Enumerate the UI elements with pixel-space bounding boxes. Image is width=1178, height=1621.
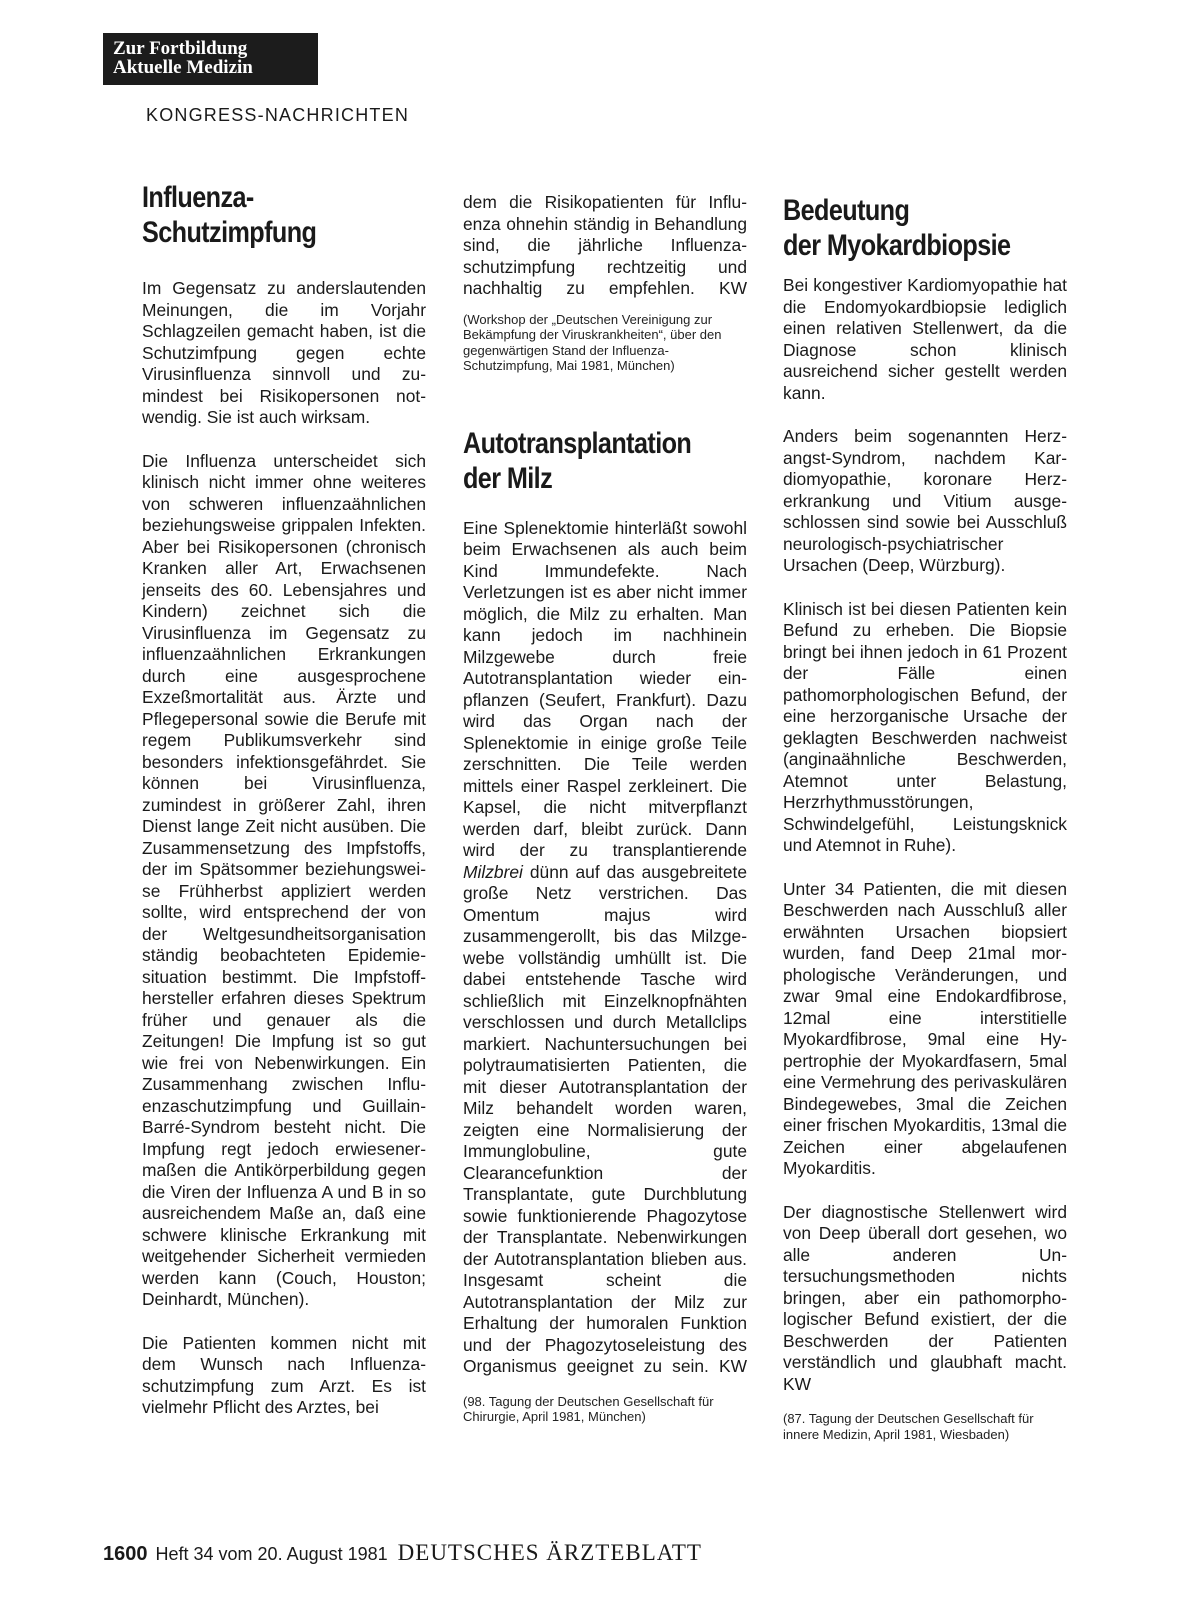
title-line: Schutzimpfung xyxy=(142,216,317,249)
title-line: Autotransplantation xyxy=(463,426,692,460)
page-number: 1600 xyxy=(103,1543,148,1565)
paragraph-text: Der diagnostische Stellenwert wird von Deep überall dort gesehen, wo alle anderen Untersuchungsmethoden nichts bringen, aber ein pathomorphologischer Befund existiert, der die Beschwerden der Patienten verständlich und glaubhaft macht. xyxy=(783,1201,1067,1372)
title-line: Influenza- xyxy=(142,181,254,214)
paragraph: Klinisch ist bei diesen Patienten kein Befund zu erheben. Die Biopsie bringt bei ihnen jedoch in 61 Prozent der Fälle einen pathomorphologischen Befund, der eine herzorganische Ursache der geklagten Beschwerden nachweist (anginaähnliche Beschwerden, Atemnot unter Belastung, Herzrhythmusstörungen, Schwindelgefühl, Leistungsknick und Atemnot in Ruhe). xyxy=(783,598,1067,855)
paragraph: Die Influenza unterscheidet sich klinisch nicht immer ohne weiteres von schweren influenzaähnlichen beziehungsweise grippalen Infekten. Aber bei Risikopersonen (chronisch Kranken aller Art, Erwachsenen jenseits des 60. Lebensjahres und Kindern) zeichnet sich die Virusinfluenza im Gegensatz zu influenzaähnlichen Erkrankungen durch eine ausgesprochene Exzeßmortalität aus. Ärzte und Pflegepersonal sowie die Berufe mit regem Publikumsverkehr sind besonders infektionsgefährdet. Sie können bei Virusinfluenza, zumindest in größerer Zahl, ihren Dienst lange Zeit nicht ausüben. Die Zusammensetzung des Impfstoffs, der im Spätsommer beziehungsweise Frühherbst appliziert werden sollte, wird entsprechend der von der Weltgesundheitsorganisation ständig beobachteten Epidemiesituation bestimmt. Die Impfstoffhersteller erfahren dieses Spektrum früher und genauer als die Zeitungen! Die Impfung ist so gut wie frei von Nebenwirkungen. Ein Zusammenhang zwischen Influenzaschutzimpfung und Guillain-Barré-Syndrom besteht nicht. Die Impfung regt jedoch erwiesenermaßen die Antikörperbildung gegen die Viren der Influenza A und B in so ausreichendem Maße an, daß eine schwere klinische Erkrankung mit weitgehender Sicherheit vermieden werden kann (Couch, Houston; Deinhardt, München). xyxy=(142,450,426,1309)
column-1 xyxy=(142,180,426,1419)
signature: KW xyxy=(718,1356,747,1376)
paragraph: Die Patienten kommen nicht mit dem Wunsch nach Influenzaschutzimpfung zum Arzt. Es ist vielmehr Pflicht des Arztes, bei xyxy=(142,1332,426,1417)
badge-line-1: Zur Fortbildung xyxy=(113,38,248,59)
source-note: (Workshop der „Deutschen Vereinigung zur Bekämpfung der Viruskrankheiten“, über den gegenwärtigen Stand der Influenza-Schutzimpfung, Mai 1981, München) xyxy=(463,311,722,373)
paragraph: Bei kongestiver Kardiomyopathie hat die Endomyokardbiopsie lediglich einen relativen Stellenwert, da die Diagnose schon klinisch ausreichend sicher gestellt werden kann. xyxy=(783,275,1067,403)
title-line: der Milz xyxy=(463,461,553,495)
paragraph-continued xyxy=(463,192,747,300)
title-line: Bedeutung xyxy=(783,194,910,227)
paragraph xyxy=(783,1202,1067,1396)
issue-info: Heft 34 vom 20. August 1981 xyxy=(155,1544,388,1564)
section-badge xyxy=(103,33,318,85)
signature: KW xyxy=(783,1373,812,1394)
title-line: der Myokardbiopsie xyxy=(783,229,1011,262)
paragraph xyxy=(463,518,747,1378)
paragraph-text: dünn auf das ausgebreitete große Netz verstrichen. Das Omentum majus wird zusammengerollt, bis das Milzgewebe vollständig umhüllt ist. Die dabei entstehende Tasche wird schließlich mit Einzelknopfnähten verschlossen und durch Metallclips markiert. Nachuntersuchungen bei polytraumatisierten Patienten, die mit dieser Autotransplantation der Milz behandelt worden waren, zeigten eine Normalisierung der Immunglobuline, gute Clearancefunktion der Transplantate, gute Durchblutung sowie funktionierende Phagozytose der Transplantate. Nebenwirkungen der Autotransplantation blieben aus. Insgesamt scheint die Autotransplantation der Milz zur Erhaltung der humoralen Funktion und der Phagozytoseleistung des Organismus geeignet zu sein. xyxy=(463,861,747,1376)
article-title-influenza xyxy=(142,180,381,250)
source-note: (98. Tagung der Deutschen Gesellschaft für Chirurgie, April 1981, München) xyxy=(463,1393,714,1424)
column-3 xyxy=(783,193,1067,1442)
paragraph: Im Gegensatz zu anderslautenden Meinungen, die im Vorjahr Schlagzeilen gemacht haben, ist die Schutzimfpung gegen echte Virusinfluenza sinnvoll und zumindest bei Risikopersonen notwendig. Sie ist auch wirksam. xyxy=(142,278,426,427)
signature: KW xyxy=(718,278,747,298)
source-note: (87. Tagung der Deutschen Gesellschaft für innere Medizin, April 1981, Wiesbaden) xyxy=(783,1411,1034,1442)
rubric-heading: KONGRESS-NACHRICHTEN xyxy=(146,105,410,125)
emphasis: Milzbrei xyxy=(463,861,523,882)
article-title-milz xyxy=(463,426,702,496)
paragraph: Anders beim sogenannten Herzangst-Syndrom, nachdem Kardiomyopathie, koronare Herzerkrankung und Vitium ausgeschlossen sind sowie bei Ausschluß neurologisch-psychiatrischer Ursachen (Deep, Würzburg). xyxy=(783,426,1067,575)
article-title-myokard xyxy=(783,193,1022,263)
paragraph-text: dem die Risikopatienten für Influenza ohnehin ständig in Behandlung sind, die jährliche Influenzaschutzimpfung rechtzeitig und nachhaltig zu empfehlen. xyxy=(463,192,747,298)
page-footer xyxy=(103,1540,702,1566)
paragraph-text: Eine Splenektomie hinterläßt sowohl beim Erwachsenen als auch beim Kind Immundefekte. Nach Verletzungen ist es aber nicht immer möglich, die Milz zu erhalten. Man kann jedoch im nachhinein Milzgewebe durch freie Autotransplantation wieder einpflanzen (Seufert, Frankfurt). Dazu wird das Organ nach der Splenektomie in einige große Teile zerschnitten. Die Teile werden mittels einer Raspel zerkleinert. Die Kapsel, die nicht mitverpflanzt werden darf, bleibt zurück. Dann wird der zu transplantierende xyxy=(463,517,747,860)
column-2 xyxy=(463,192,747,1425)
journal-name: DEUTSCHES ÄRZTEBLATT xyxy=(397,1540,702,1565)
badge-line-2: Aktuelle Medizin xyxy=(113,57,253,78)
paragraph: Unter 34 Patienten, die mit diesen Beschwerden nach Ausschluß aller erwähnten Ursachen biopsiert wurden, fand Deep 21mal morphologische Veränderungen, und zwar 9mal eine Endokardfibrose, 12mal eine interstitielle Myokardfibrose, 9mal eine Hypertrophie der Myokardfasern, 5mal eine Vermehrung des perivaskulären Bindegewebes, 3mal die Zeichen einer frischen Myokarditis, 13mal die Zeichen einer abgelaufenen Myokarditis. xyxy=(783,878,1067,1178)
